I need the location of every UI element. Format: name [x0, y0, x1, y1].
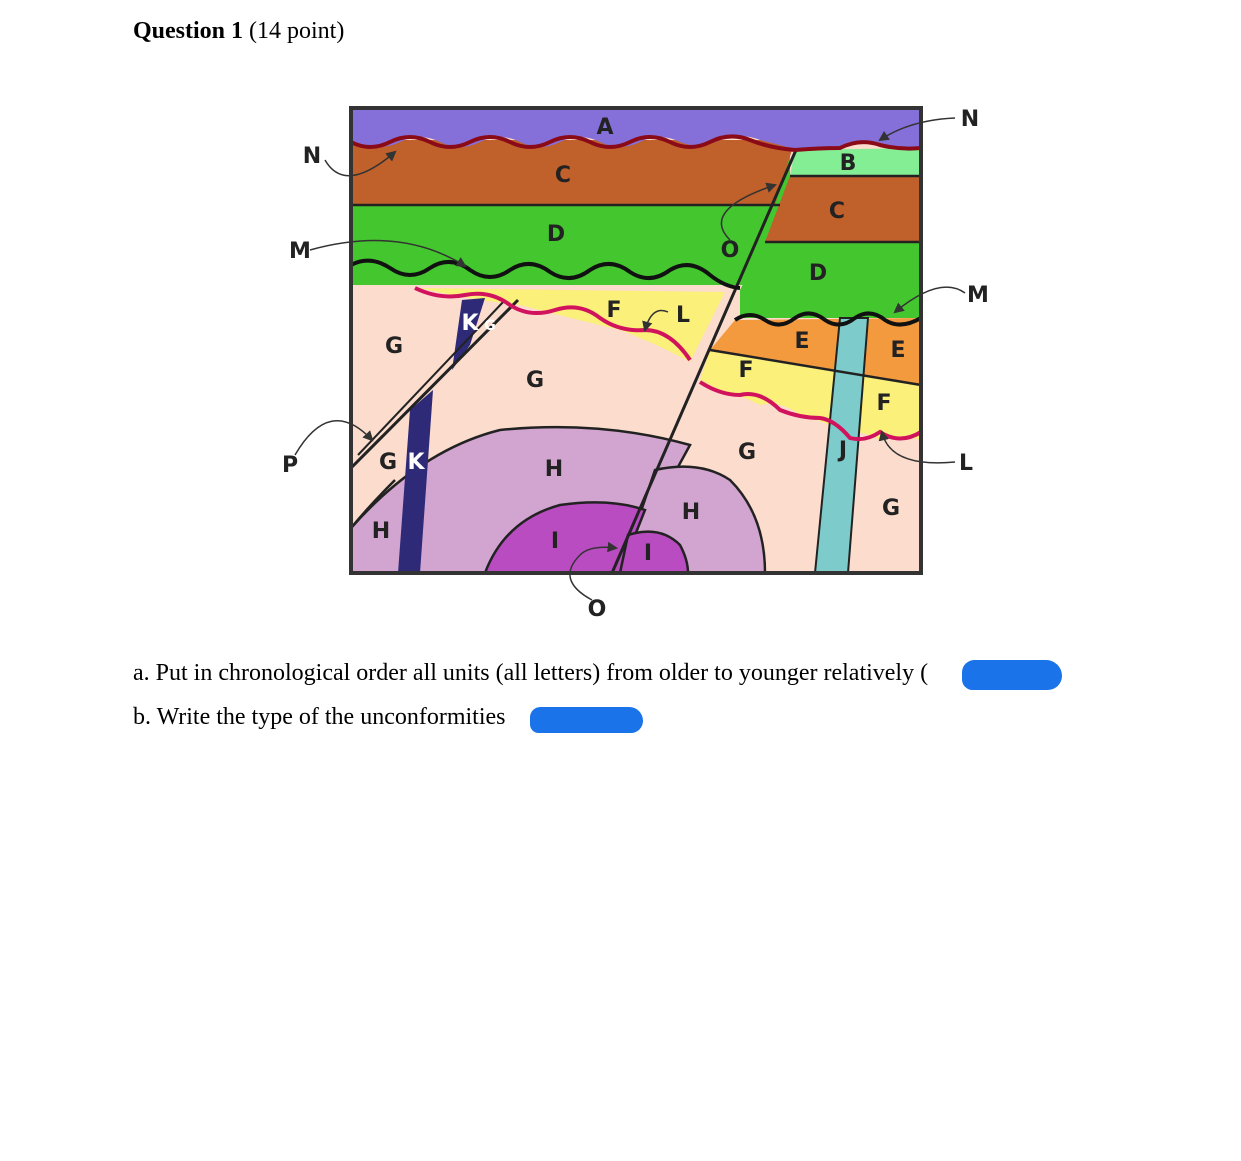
label-m-right: M	[967, 283, 989, 308]
label-h-right: H	[681, 500, 701, 525]
question-b: b. Write the type of the unconformities	[133, 704, 506, 730]
label-g-center: G	[525, 368, 545, 393]
label-g-upper-left: G	[384, 334, 404, 359]
label-n-right: N	[960, 107, 980, 132]
label-g-mid-right: G	[737, 440, 757, 465]
label-j: J	[838, 438, 848, 463]
label-g-lower-left: G	[378, 450, 398, 475]
label-d-right: D	[808, 261, 828, 286]
label-f-right: F	[876, 391, 892, 416]
label-b: B	[839, 151, 857, 176]
label-p-left: P	[281, 453, 299, 478]
question-a: a. Put in chronological order all units (all letters) from older to younger relatively (	[133, 660, 929, 686]
label-i-right: I	[643, 541, 653, 566]
question-number: Question 1	[133, 18, 244, 44]
unit-c-left	[351, 140, 795, 205]
label-e-right: E	[890, 338, 906, 363]
label-o-bottom: O	[587, 597, 607, 622]
label-n-left: N	[302, 144, 322, 169]
label-g-right: G	[881, 496, 901, 521]
label-c-right: C	[828, 199, 846, 224]
label-l-inside: L	[675, 303, 691, 328]
redaction-mark-b	[530, 707, 643, 733]
label-o-inside: O	[720, 238, 740, 263]
label-h-center: H	[544, 457, 564, 482]
label-l-right: L	[958, 451, 974, 476]
label-f-left: F	[606, 298, 622, 323]
label-d-left: D	[546, 222, 566, 247]
label-m-left: M	[289, 239, 311, 264]
label-f-mid: F	[738, 358, 754, 383]
label-c-left: C	[554, 163, 572, 188]
label-e-mid: E	[794, 329, 810, 354]
strata-fill	[351, 108, 921, 573]
question-points: (14 point)	[243, 18, 345, 44]
unit-d-right	[740, 242, 921, 318]
label-i-left: I	[550, 529, 560, 554]
label-k-upper: K	[461, 311, 479, 336]
label-h-lower-left: H	[371, 519, 391, 544]
redaction-mark-a	[962, 660, 1062, 690]
label-a: A	[596, 115, 614, 140]
label-k-lower: K	[407, 450, 425, 475]
label-g-small: G	[484, 318, 496, 334]
